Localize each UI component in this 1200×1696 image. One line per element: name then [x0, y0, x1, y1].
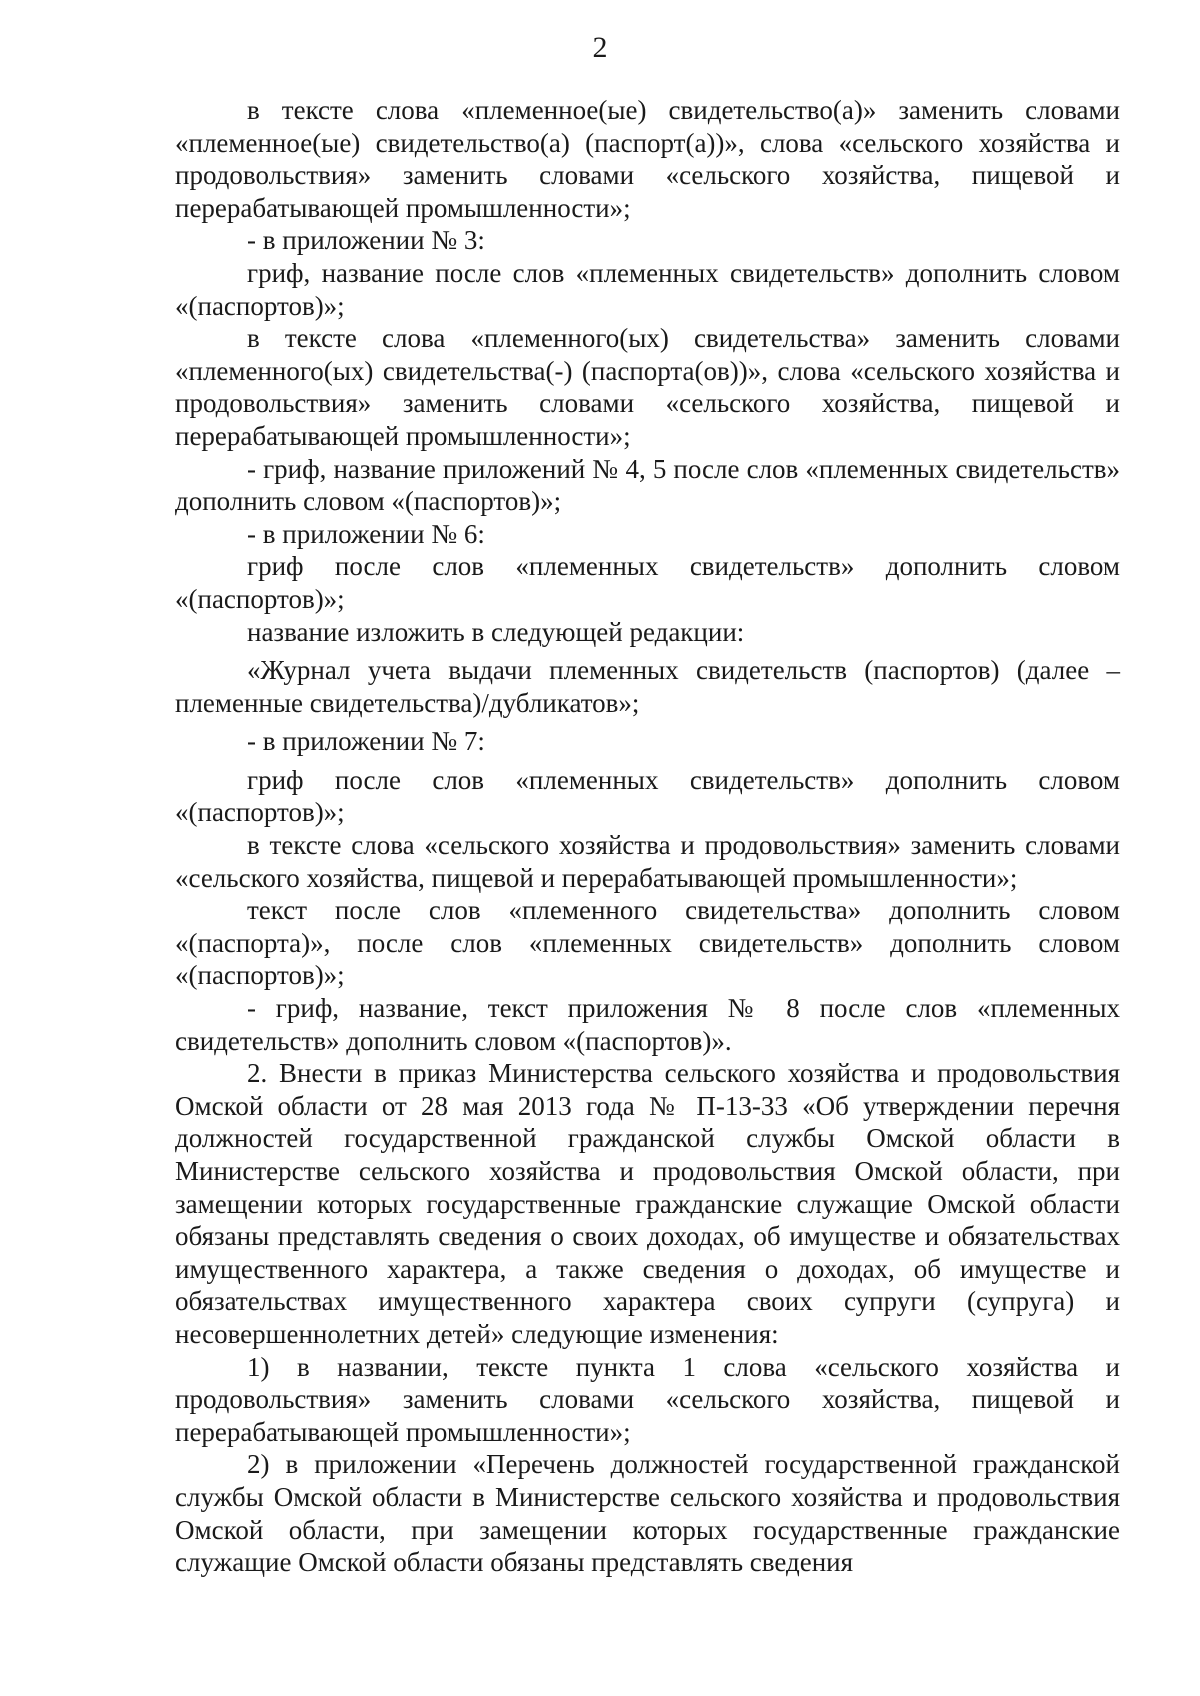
- paragraph: текст после слов «племенного свидетельства» дополнить словом «(паспорта)», после слов «племенных свидетельств» дополнить словом «(паспортов)»;: [175, 895, 1120, 991]
- page-number: 2: [592, 31, 608, 64]
- paragraph: гриф, название после слов «племенных свидетельств» дополнить словом «(паспортов)»;: [175, 257, 1120, 321]
- paragraph: - гриф, название приложений № 4, 5 после слов «племенных свидетельств» дополнить словом «(паспортов)»;: [175, 453, 1120, 517]
- paragraph: 2. Внести в приказ Министерства сельского хозяйства и продовольствия Омской области от 28 мая 2013 года № П-13-33 «Об утверждении перечня должностей государственной гражданской службы Омской области в Министерстве сельского хозяйства и продовольствия Омской области, при замещении которых государственные гражданские служащие Омской области обязаны представлять сведения о своих доходах, об имуществе и обязательствах имущественного характера, а также сведения о доходах, об имуществе и обязательствах имущественного характера своих супруги (супруга) и несовершеннолетних детей» следующие изменения:: [175, 1058, 1120, 1349]
- document-body: [175, 94, 1120, 1579]
- paragraph: - в приложении № 6:: [247, 518, 485, 549]
- paragraph: в тексте слова «племенного(ых) свидетельства» заменить словами «племенного(ых) свидетельства(-) (паспорта(ов))», слова «сельского хозяйства и продовольствия» заменить словами «сельского хозяйства, пищевой и перерабатывающей промышленности»;: [175, 323, 1120, 451]
- paragraph: в тексте слова «сельского хозяйства и продовольствия» заменить словами «сельского хозяйства, пищевой и перерабатывающей промышленности»;: [175, 830, 1120, 893]
- paragraph: 2) в приложении «Перечень должностей государственной гражданской службы Омской области в Министерстве сельского хозяйства и продовольствия Омской области, при замещении которых государственные гражданские служащие Омской области обязаны представлять сведения: [175, 1449, 1120, 1578]
- paragraph: в тексте слова «племенное(ые) свидетельство(а)» заменить словами «племенное(ые) свидетельство(а) (паспорт(а))», слова «сельского хозяйства и продовольствия» заменить словами «сельского хозяйства, пищевой и перерабатывающей промышленности»;: [175, 95, 1120, 223]
- paragraph: - гриф, название, текст приложения № 8 после слов «племенных свидетельств» дополнить словом «(паспортов)».: [175, 993, 1120, 1056]
- paragraph: - в приложении № 7:: [247, 726, 485, 757]
- paragraph: 1) в названии, тексте пункта 1 слова «сельского хозяйства и продовольствия» заменить словами «сельского хозяйства, пищевой и перерабатывающей промышленности»;: [175, 1351, 1120, 1447]
- paragraph: «Журнал учета выдачи племенных свидетельств (паспортов) (далее – племенные свидетельства)/дубликатов»;: [175, 655, 1120, 718]
- paragraph: гриф после слов «племенных свидетельств» дополнить словом «(паспортов)»;: [175, 551, 1120, 614]
- paragraph: гриф после слов «племенных свидетельств» дополнить словом «(паспортов)»;: [175, 764, 1120, 828]
- paragraph: - в приложении № 3:: [247, 225, 485, 256]
- paragraph: название изложить в следующей редакции:: [247, 616, 745, 647]
